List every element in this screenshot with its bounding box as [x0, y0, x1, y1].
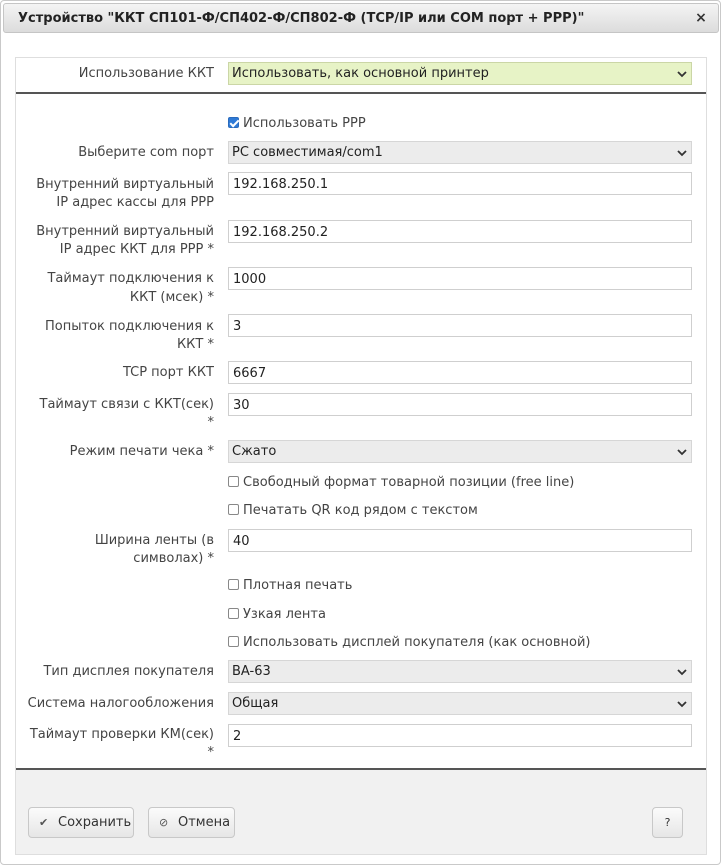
ip-cash-label-line2: IP адрес кассы для PPP: [56, 195, 214, 210]
use-ppp-checkbox[interactable]: [228, 117, 239, 128]
usage-select[interactable]: [228, 62, 692, 85]
section-divider-top: [16, 92, 706, 94]
qr-checkbox-row[interactable]: [228, 503, 478, 521]
km-timeout-label-line1: Таймаут проверки КМ(сек): [29, 727, 214, 742]
display-type-select[interactable]: [228, 660, 692, 683]
link-timeout-input-value: 30: [233, 398, 250, 413]
customer-display-checkbox[interactable]: [228, 636, 239, 647]
chevron-down-icon: [677, 447, 687, 457]
conn-timeout-label-line1: Таймаут подключения к: [47, 271, 214, 286]
print-mode-select-value: Сжато: [232, 444, 277, 459]
section-divider-bottom: [16, 768, 706, 770]
usage-label: Использование ККТ: [78, 66, 214, 81]
dense-print-checkbox-row[interactable]: [228, 578, 352, 596]
tape-width-input[interactable]: [228, 529, 692, 552]
use-ppp-checkbox-row[interactable]: [228, 116, 366, 134]
tax-system-select-value: Общая: [232, 696, 279, 711]
conn-timeout-input[interactable]: [228, 267, 692, 290]
com-port-select[interactable]: [228, 141, 692, 164]
tcp-port-input[interactable]: [228, 361, 692, 384]
display-type-label: Тип дисплея покупателя: [43, 664, 214, 679]
chevron-down-icon: [677, 69, 687, 79]
com-port-select-value: PC совместимая/com1: [232, 145, 383, 160]
ip-kkt-label-line1: Внутренний виртуальный: [36, 224, 214, 239]
chevron-down-icon: [677, 667, 687, 677]
tcp-port-label: TCP порт ККТ: [122, 365, 214, 380]
save-button[interactable]: [28, 807, 134, 838]
cancel-button[interactable]: [148, 807, 235, 838]
km-timeout-label-line2: *: [207, 745, 214, 760]
conn-attempts-label-line2: ККТ *: [176, 337, 214, 352]
check-icon: ✔: [39, 816, 49, 829]
tcp-port-input-value: 6667: [233, 366, 267, 381]
dense-print-checkbox[interactable]: [228, 579, 239, 590]
no-entry-icon: ⊘: [159, 816, 169, 829]
cancel-button-label: Отмена: [178, 815, 231, 830]
help-button[interactable]: [652, 807, 683, 838]
customer-display-checkbox-row[interactable]: [228, 635, 591, 653]
help-button-label: ?: [664, 816, 671, 829]
conn-attempts-input-value: 3: [233, 319, 242, 334]
free-line-checkbox-row[interactable]: [228, 475, 574, 493]
ip-kkt-label-line2: IP адрес ККТ для PPP *: [59, 242, 214, 257]
chevron-down-icon: [677, 699, 687, 709]
use-ppp-label: Использовать PPP: [243, 116, 366, 131]
tape-width-label-line2: символах) *: [133, 551, 214, 566]
free-line-label: Свободный формат товарной позиции (free line): [243, 475, 575, 490]
save-button-label: Сохранить: [58, 815, 132, 830]
conn-attempts-input[interactable]: [228, 314, 692, 337]
tax-system-select[interactable]: [228, 692, 692, 715]
dialog-titlebar: [3, 3, 719, 33]
dense-print-label: Плотная печать: [243, 578, 353, 593]
ip-cash-label-line1: Внутренний виртуальный: [36, 177, 214, 192]
link-timeout-label-line1: Таймаут связи с ККТ(сек): [39, 397, 214, 412]
ip-cash-input[interactable]: [228, 172, 692, 195]
dialog-title: Устройство "ККТ СП101-Ф/СП402-Ф/СП802-Ф (TCP/IP или COM порт + PPP)": [18, 11, 585, 26]
narrow-tape-label: Узкая лента: [243, 607, 326, 622]
ip-kkt-input-value: 192.168.250.2: [233, 225, 329, 240]
usage-select-value: Использовать, как основной принтер: [232, 66, 489, 81]
link-timeout-input[interactable]: [228, 393, 692, 416]
chevron-down-icon: [677, 148, 687, 158]
narrow-tape-checkbox-row[interactable]: [228, 607, 326, 625]
narrow-tape-checkbox[interactable]: [228, 608, 239, 619]
print-mode-label: Режим печати чека *: [69, 444, 214, 459]
tape-width-input-value: 40: [233, 534, 250, 549]
customer-display-label: Использовать дисплей покупателя (как основной): [243, 635, 591, 650]
tax-system-label: Система налогообложения: [27, 696, 214, 711]
tape-width-label-line1: Ширина ленты (в: [94, 533, 214, 548]
close-icon[interactable]: ×: [695, 10, 707, 26]
print-mode-select[interactable]: [228, 440, 692, 463]
display-type-select-value: BA-63: [232, 664, 271, 679]
km-timeout-input-value: 2: [233, 729, 242, 744]
link-timeout-label-line2: *: [207, 415, 214, 430]
ip-kkt-input[interactable]: [228, 220, 692, 243]
conn-timeout-label-line2: ККТ (мсек) *: [129, 290, 214, 305]
conn-attempts-label-line1: Попыток подключения к: [45, 319, 214, 334]
free-line-checkbox[interactable]: [228, 476, 239, 487]
qr-label: Печатать QR код рядом с текстом: [243, 503, 478, 518]
ip-cash-input-value: 192.168.250.1: [233, 177, 329, 192]
com-port-label: Выберите com порт: [78, 145, 214, 160]
km-timeout-input[interactable]: [228, 724, 692, 747]
qr-checkbox[interactable]: [228, 504, 239, 515]
conn-timeout-input-value: 1000: [233, 272, 267, 287]
